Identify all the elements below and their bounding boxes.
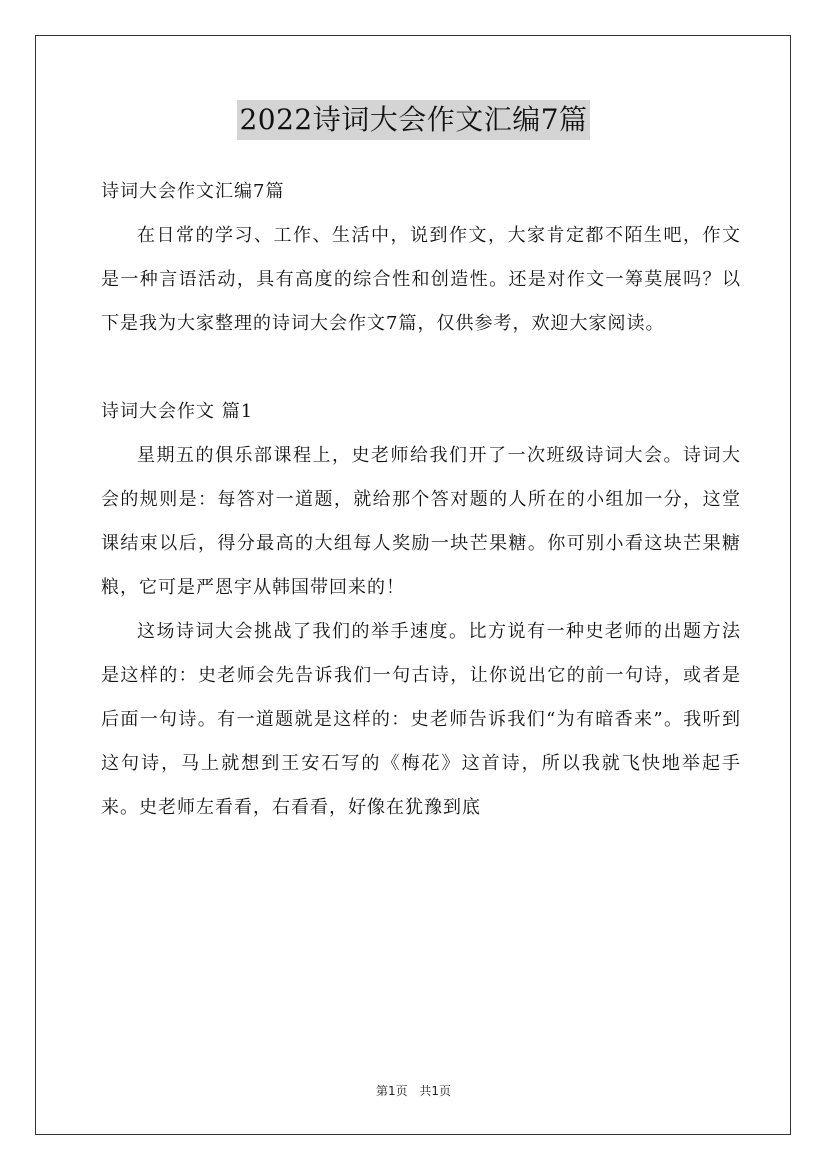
page-total: 共1页 [419, 1084, 452, 1098]
document-title: 2022诗词大会作文汇编7篇 [237, 100, 589, 140]
section-paragraph-2: 这场诗词大会挑战了我们的举手速度。比方说有一种史老师的出题方法是这样的：史老师会先告诉我们一句古诗，让你说出它的前一句诗，或者是后面一句诗。有一道题就是这样的：史老师告诉我们“为有暗香来”。我听到这句诗，马上就想到王安石写的《梅花》这首诗，所以我就飞快地举起手来。史老师左看看，右看看，好像在犹豫到底 [101, 621, 741, 818]
document-body [101, 170, 741, 830]
section-spacer [101, 346, 741, 390]
section-heading: 诗词大会作文 篇1 [101, 401, 254, 422]
page-number: 第1页 [375, 1084, 408, 1098]
intro-paragraph: 在日常的学习、工作、生活中，说到作文，大家肯定都不陌生吧，作文是一种言语活动，具有高度的综合性和创造性。还是对作文一筹莫展吗？以下是我为大家整理的诗词大会作文7篇，仅供参考，欢迎大家阅读。 [101, 225, 741, 334]
document-subtitle: 诗词大会作文汇编7篇 [101, 181, 285, 202]
page-footer [0, 1082, 827, 1099]
section-paragraph-1: 星期五的俱乐部课程上，史老师给我们开了一次班级诗词大会。诗词大会的规则是：每答对一道题，就给那个答对题的人所在的小组加一分，这堂课结束以后，得分最高的大组每人奖励一块芒果糖。你可别小看这块芒果糖粮，它可是严恩宇从韩国带回来的！ [101, 445, 741, 598]
title-container [0, 100, 827, 140]
